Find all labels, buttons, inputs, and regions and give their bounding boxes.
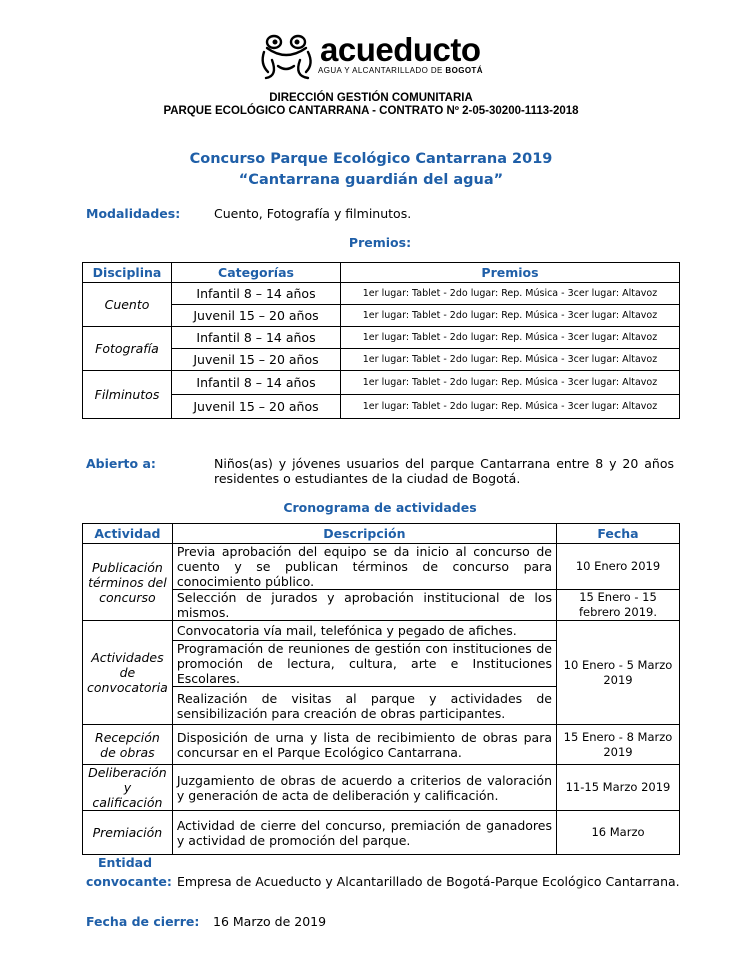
disciplina-cell: Filminutos xyxy=(83,371,172,419)
premios-table xyxy=(82,262,680,419)
header-direccion: DIRECCIÓN GESTIÓN COMUNITARIA xyxy=(269,92,473,104)
descripcion-cell: Previa aprobación del equipo se da inicio al concurso de cuento y se publican términos de concurso para conocimiento público. xyxy=(172,544,556,590)
premios-heading: Premios: xyxy=(348,235,412,250)
premio-cell: 1er lugar: Tablet - 2do lugar: Rep. Música - 3cer lugar: Altavoz xyxy=(341,305,680,327)
modalidades-label: Modalidades: xyxy=(86,206,181,221)
actividad-cell: Deliberación y calificación xyxy=(83,765,173,811)
entidad-label-line1: Entidad xyxy=(98,855,153,870)
actividad-cell: Actividades de convocatoria xyxy=(83,621,173,725)
descripcion-cell: Juzgamiento de obras de acuerdo a criterios de valoración y generación de acta de deliberación y calificación. xyxy=(172,765,556,811)
fecha-cell: 11-15 Marzo 2019 xyxy=(557,765,680,811)
table-row xyxy=(83,371,680,395)
frog-logo-icon xyxy=(258,32,316,80)
descripcion-cell: Disposición de urna y lista de recibimiento de obras para concursar en el Parque Ecológico Cantarrana. xyxy=(172,725,556,765)
cronograma-table-header xyxy=(83,524,680,544)
premio-cell: 1er lugar: Tablet - 2do lugar: Rep. Música - 3cer lugar: Altavoz xyxy=(341,349,680,371)
disciplina-cell: Fotografía xyxy=(83,327,172,371)
entidad-value: Empresa de Acueducto y Alcantarillado de Bogotá-Parque Ecológico Cantarrana. xyxy=(176,874,680,889)
table-row xyxy=(83,327,680,349)
logo-tagline-bold: BOGOTÁ xyxy=(445,66,483,75)
premios-table-header xyxy=(83,263,680,283)
header-actividad: Actividad xyxy=(83,524,173,544)
descripcion-cell: Realización de visitas al parque y actividades de sensibilización para creación de obras participantes. xyxy=(172,687,556,725)
premio-cell: 1er lugar: Tablet - 2do lugar: Rep. Música - 3cer lugar: Altavoz xyxy=(341,395,680,419)
entidad-label-line2: convocante xyxy=(86,874,167,889)
fecha-cell: 10 Enero 2019 xyxy=(557,544,680,590)
table-row xyxy=(83,283,680,305)
table-row xyxy=(83,725,680,765)
cierre-label: Fecha de cierre: xyxy=(86,914,200,929)
categoria-cell: Infantil 8 – 14 años xyxy=(172,283,341,305)
categoria-cell: Infantil 8 – 14 años xyxy=(172,327,341,349)
categoria-cell: Juvenil 15 – 20 años xyxy=(172,349,341,371)
table-row xyxy=(83,544,680,590)
cronograma-heading: Cronograma de actividades xyxy=(283,500,477,515)
cronograma-table xyxy=(82,523,680,855)
table-row xyxy=(83,590,680,621)
actividad-cell: Premiación xyxy=(83,811,173,855)
table-row xyxy=(83,621,680,641)
fecha-cell: 15 Enero - 15 febrero 2019. xyxy=(557,590,680,621)
header-categorias: Categorías xyxy=(172,263,341,283)
descripcion-cell: Convocatoria vía mail, telefónica y pegado de afiches. xyxy=(172,621,556,641)
table-row xyxy=(83,349,680,371)
actividad-cell: Publicación términos del concurso xyxy=(83,544,173,621)
table-row xyxy=(83,395,680,419)
header-fecha: Fecha xyxy=(557,524,680,544)
acueducto-logo xyxy=(258,30,508,82)
premio-cell: 1er lugar: Tablet - 2do lugar: Rep. Música - 3cer lugar: Altavoz xyxy=(341,371,680,395)
categoria-cell: Juvenil 15 – 20 años xyxy=(172,395,341,419)
abierto-value: Niños(as) y jóvenes usuarios del parque Cantarrana entre 8 y 20 años residentes o estudiantes de la ciudad de Bogotá. xyxy=(214,456,674,486)
modalidades-value: Cuento, Fotografía y filminutos. xyxy=(214,206,412,221)
disciplina-cell: Cuento xyxy=(83,283,172,327)
entidad-line xyxy=(86,871,680,890)
contest-title: Concurso Parque Ecológico Cantarrana 2019 xyxy=(189,151,553,167)
fecha-cell: 15 Enero - 8 Marzo 2019 xyxy=(557,725,680,765)
logo-tagline-plain: AGUA Y ALCANTARILLADO DE xyxy=(318,66,446,75)
descripcion-cell: Actividad de cierre del concurso, premiación de ganadores y actividad de promoción del parque. xyxy=(172,811,556,855)
header-contrato: PARQUE ECOLÓGICO CANTARRANA - CONTRATO Nº 2-05-30200-1113-2018 xyxy=(163,105,579,117)
logo-tagline xyxy=(318,66,483,75)
header-disciplina: Disciplina xyxy=(83,263,172,283)
abierto-label: Abierto a: xyxy=(86,456,156,471)
table-row xyxy=(83,811,680,855)
descripcion-cell: Selección de jurados y aprobación institucional de los mismos. xyxy=(172,590,556,621)
premio-cell: 1er lugar: Tablet - 2do lugar: Rep. Música - 3cer lugar: Altavoz xyxy=(341,327,680,349)
premio-cell: 1er lugar: Tablet - 2do lugar: Rep. Música - 3cer lugar: Altavoz xyxy=(341,283,680,305)
logo-wordmark: acueducto xyxy=(320,31,481,68)
contest-subtitle: “Cantarrana guardián del agua” xyxy=(238,172,504,188)
categoria-cell: Infantil 8 – 14 años xyxy=(172,371,341,395)
categoria-cell: Juvenil 15 – 20 años xyxy=(172,305,341,327)
table-row xyxy=(83,765,680,811)
header-descripcion: Descripción xyxy=(172,524,556,544)
descripcion-cell: Programación de reuniones de gestión con instituciones de promoción de lectura, cultura, arte e Instituciones Escolares. xyxy=(172,641,556,687)
fecha-cell: 10 Enero - 5 Marzo 2019 xyxy=(557,621,680,725)
entidad-colon: : xyxy=(166,874,172,889)
actividad-cell: Recepción de obras xyxy=(83,725,173,765)
cierre-value: 16 Marzo de 2019 xyxy=(213,914,327,929)
fecha-cell: 16 Marzo xyxy=(557,811,680,855)
header-premios: Premios xyxy=(341,263,680,283)
table-row xyxy=(83,305,680,327)
